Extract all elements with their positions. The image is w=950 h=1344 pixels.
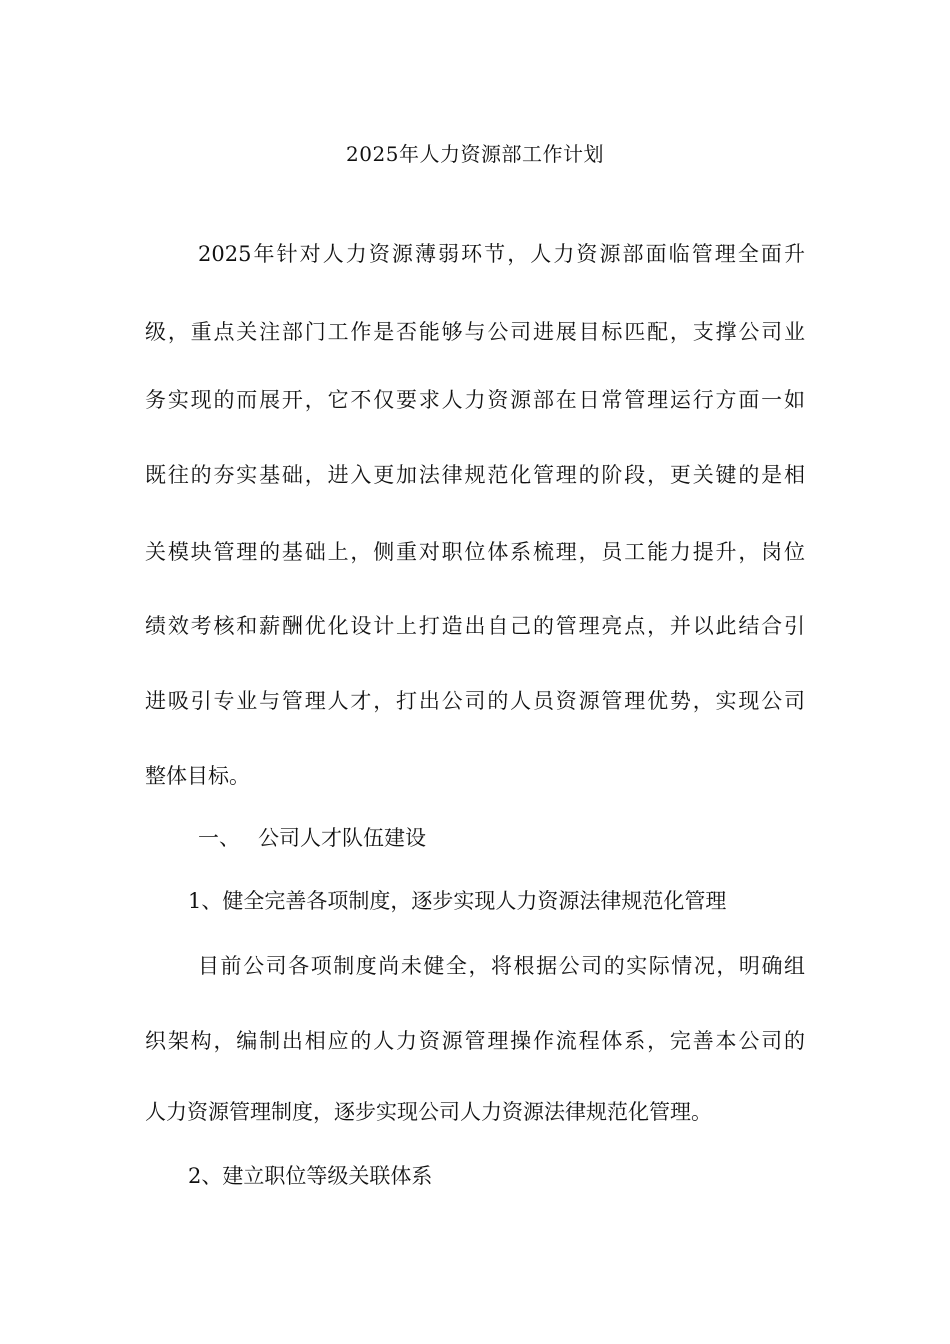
item-1-line-2: 织架构，编制出相应的人力资源管理操作流程体系，完善本公司的	[145, 1029, 805, 1053]
item-1-line-3: 人力资源管理制度，逐步实现公司人力资源法律规范化管理。	[145, 1100, 712, 1124]
section-heading-1	[198, 822, 426, 852]
section-number: 一、	[198, 826, 240, 850]
intro-line-5: 关模块管理的基础上，侧重对职位体系梳理，员工能力提升，岗位	[145, 540, 805, 564]
item-1-line-1: 目前公司各项制度尚未健全，将根据公司的实际情况，明确组	[198, 954, 805, 978]
intro-line-7: 进吸引专业与管理人才，打出公司的人员资源管理优势，实现公司	[145, 689, 805, 713]
item-2-title: 2、建立职位等级关联体系	[188, 1164, 433, 1188]
intro-line-4: 既往的夯实基础，进入更加法律规范化管理的阶段，更关键的是相	[145, 463, 805, 487]
intro-line-2: 级，重点关注部门工作是否能够与公司进展目标匹配，支撑公司业	[145, 320, 805, 344]
intro-line-6: 绩效考核和薪酬优化设计上打造出自己的管理亮点，并以此结合引	[145, 614, 805, 638]
item-1-title: 1、健全完善各项制度，逐步实现人力资源法律规范化管理	[188, 889, 727, 913]
section-title: 公司人才队伍建设	[258, 826, 426, 850]
intro-line-8: 整体目标。	[145, 764, 250, 788]
document-title: 2025年人力资源部工作计划	[346, 142, 604, 166]
intro-line-1: 2025年针对人力资源薄弱环节，人力资源部面临管理全面升	[198, 242, 805, 266]
intro-line-3: 务实现的而展开，它不仅要求人力资源部在日常管理运行方面一如	[145, 388, 805, 412]
